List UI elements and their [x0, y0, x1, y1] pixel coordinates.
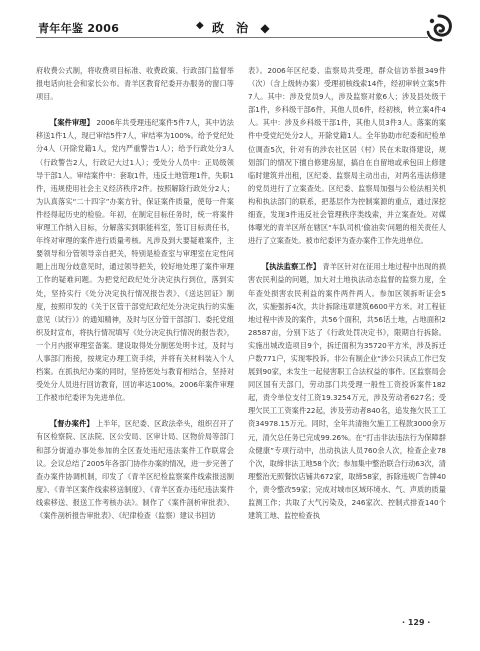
section-heading: 【案件审理】: [50, 118, 94, 128]
section-body: 上半年，区纪委、区政法牵头，组织召开了有区检察院、区法院、区公安局、区审计局、区物价局等部门和部分街道办事处参加的全区查处违纪违法案件工作联席会议。会议总结了2005年各部门协作办案的情况，进一步完善了查办案件协调机制，印发了《青羊区纪检监察案件线索报送制度》、《青羊区案件线索移送制度》、《青羊区查办违纪违法案件线索移送、报送工作考核办法》。制作了《案件剖析审批表》、《案件剖析报告审批表》、《纪律检查（监察）建议书回访: [36, 419, 234, 520]
section-case-review: [36, 116, 234, 404]
section-heading: 【督办案件】: [50, 419, 94, 429]
header-rule: [36, 37, 428, 38]
swirl-logo-icon: [423, 12, 455, 44]
page-number: · 129 ·: [402, 618, 431, 627]
paragraph: 府收费公式制，将收费项目标准、收费政策、行政部门监督举报电话向社会和家长公布。青羊区教育纪委开办服务的窗口等项目。: [36, 66, 234, 102]
yearbook-title: 青年年鉴 2006: [38, 22, 120, 35]
section-body: 青羊区针对在征用土地过程中出现的损害农民利益的问题，加大对土地执法动态监督的监察力度，全年查处损害农民利益的案件两件两人。参加区领拆听证会5次，实施强拆4次，共计拆除违章建筑6600平方米。对工程征地过程中涉及的案件，共56个面积，共56话土地，占地面积228587亩，分别下达了《行政处罚决定书》，限期自行拆除。实施出城改造项目9个，拆迁面积为35720平方米，涉及拆迁户数771户，实现零投诉。非公有制企业“涉公只读点工作已发展到90家，未发生一起侵害职工合法权益的事件。区监察局会同区国有天部门，劳动部门共受理一般性工资投诉案件182起，责令单位支付工资19.3254万元，涉及劳动者627名；受理欠民工工资案件22起，涉及劳动者840名，追发拖欠民工工资34978.15万元。同时，全年共清拖欠施工工程款3000余万元，清欠总任务已完成99.26%。在“打击非法违法行为保障群众健康”专项行动中，出动执法人员760余人次，检查企业78个次，取缔非法工地58个次；参加集中整治联合行动63次，清理整治无照餐饮店铺共672家，取缔58家，拆除违规广告牌40个，责令整改59家；完成对城市区域环境水、气、声质的质量监测工作；共取了大气污染及，246家次、控制式排查140个建筑工地、监控检查执: [248, 262, 446, 521]
paragraph: 表》。2006年区纪委、监察局共受理，群众信访举报349件（次）（含上级转办案）受理初核线索14件，经初审转立案5件7人。其中：涉及党员9人，涉及监察对象6人；涉及县处级干部1件，乡科级干部6件，其他人员6件，经初核，转立案4件4人。其中：涉及乡科级干部1件，其他人员3件3人。落案的案件中受党纪处分2人，开除党籍1人。全年协助市纪委和纪检单位调查5次，针对有的涉农社区居（村）民在未取得建设，规划部门的情况下擅自修建房屋，搞自在自留地或承包田上修建临时建筑并出租，区纪委、监察局主动出击，对两名违法修建的党员进行了立案查处。区纪委、监察局加强与公检法相关机构和执法部门的联系，把基层作为控制案源的重点，通过深挖细查，发现3件违反社会管理秩序类线索，并立案查处。对媒体曝光的青羊区所在辖区“车队司机‘偷油卖’问题的相关责任人进行了立案查处。被市纪委评为查办案件工作先进单位。: [248, 66, 446, 246]
header-bullet-icon: ◆: [196, 20, 204, 31]
page-header: [0, 0, 480, 40]
right-column: [248, 64, 446, 522]
section-law-enforcement: [248, 260, 446, 522]
section-title: 政 治 ◆: [212, 21, 274, 35]
section-body: 2006年共受理违纪案件5件7人，其中访法移送1件1人，现已审结5件7人，审结率为100%。给予党纪处分4人（开除党籍1人，党内严重警告1人）；给予行政处分3人（行政警告2人，行政记大过1人）；受处分人员中：正局级领导干部1人。审结案件中：套取1件，违反土地管理1件，失职1件，违规使用社会主义经济秩序2件。按照解除行政处分2人；为认真落实“二十四字”办案方针，保证案件质量，使每一件案件经得起历史的检验。年初，在制定目标任务时，统一将案件审理工作纳入目标，分解落实到职能科室，签订目标责任书，年终对审理的案件进行质量考核。凡涉及到大要疑难案件，主要领导和分管领导亲自把关，特别是检查室与审理室在定性问题上出现分歧意见时，通过领导把关，较好地处理了案件审理工作的疑难问题。为把党纪政纪处分决定执行到位，落到实处，坚持实行《处分决定执行情况报告表》、《送达回证》制度，按照印发的《关于区管干部党纪政纪处分决定执行的实施意见（试行）》的通知精神，及时与区分管干部部门、委托党组织及时宣布，将执行情况填写《处分决定执行情况的报告表》，一个月内报审理室备案。建设取得处分制惩处明卡过，及时与人事部门衔接，按规定办理工资手续，并将有关材料装入个人档案。在抓执纪办案的同时，坚持惩处与教育相结合，坚持对受处分人员进行回访教育，回访率达100%。2006年案件审理工作被市纪委评为先进单位。: [36, 118, 234, 403]
left-column: [36, 64, 234, 522]
section-heading: 【执法监察工作】: [262, 262, 321, 272]
section-supervised-cases: [36, 417, 234, 522]
